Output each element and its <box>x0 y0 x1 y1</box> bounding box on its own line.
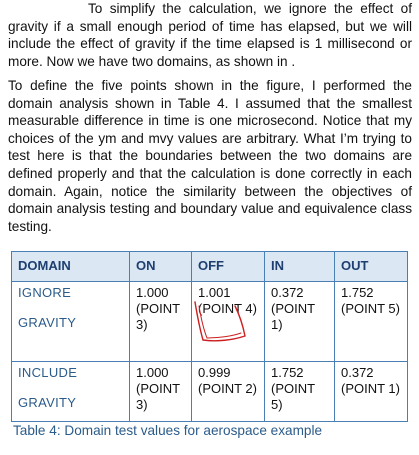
paragraph-domain-analysis: To define the five points shown in the figure, I performed the domain analysis shown in Table 4. I assumed that the smallest measurable difference in time is one microsecond. Notice that my choices of the ym and mvy values are arbitrary. What I’m trying to test here is that the boundaries between the two domains are defined properly and that the calculation is done correctly in each domain. Again, notice the similarity between the objectives of domain analysis testing and boundary value and equivalence class testing. <box>8 78 412 234</box>
on-cell: 1.000 (POINT 3) <box>130 362 192 422</box>
header-out: OUT <box>335 252 408 282</box>
table-caption: Table 4: Domain test values for aerospace example <box>13 423 323 438</box>
off-cell: 0.999 (POINT 2) <box>192 362 265 422</box>
table-row <box>12 282 408 362</box>
in-cell: 1.752 (POINT 5) <box>265 362 335 422</box>
domain-cell: INCLUDE GRAVITY <box>12 362 130 422</box>
header-domain: DOMAIN <box>12 252 130 282</box>
on-cell: 1.000 (POINT 3) <box>130 282 192 362</box>
in-cell: 0.372 (POINT 1) <box>265 282 335 362</box>
out-cell: 1.752 (POINT 5) <box>335 282 408 362</box>
paragraph-gravity-intro: To simplify the calculation, we ignore the effect of gravity if a small enough period of time has elapsed, but we will include the effect of gravity if the time elapsed is 1 millisecond or more. Now we have two domains, as shown in . <box>8 1 412 69</box>
header-on: ON <box>130 252 192 282</box>
off-cell: 1.001 (POINT 4) <box>192 282 265 362</box>
table-header-row <box>12 252 408 282</box>
table-row <box>12 362 408 422</box>
header-in: IN <box>265 252 335 282</box>
header-off: OFF <box>192 252 265 282</box>
out-cell: 0.372 (POINT 1) <box>335 362 408 422</box>
domain-cell: IGNORE GRAVITY <box>12 282 130 362</box>
domain-test-table <box>11 251 408 422</box>
